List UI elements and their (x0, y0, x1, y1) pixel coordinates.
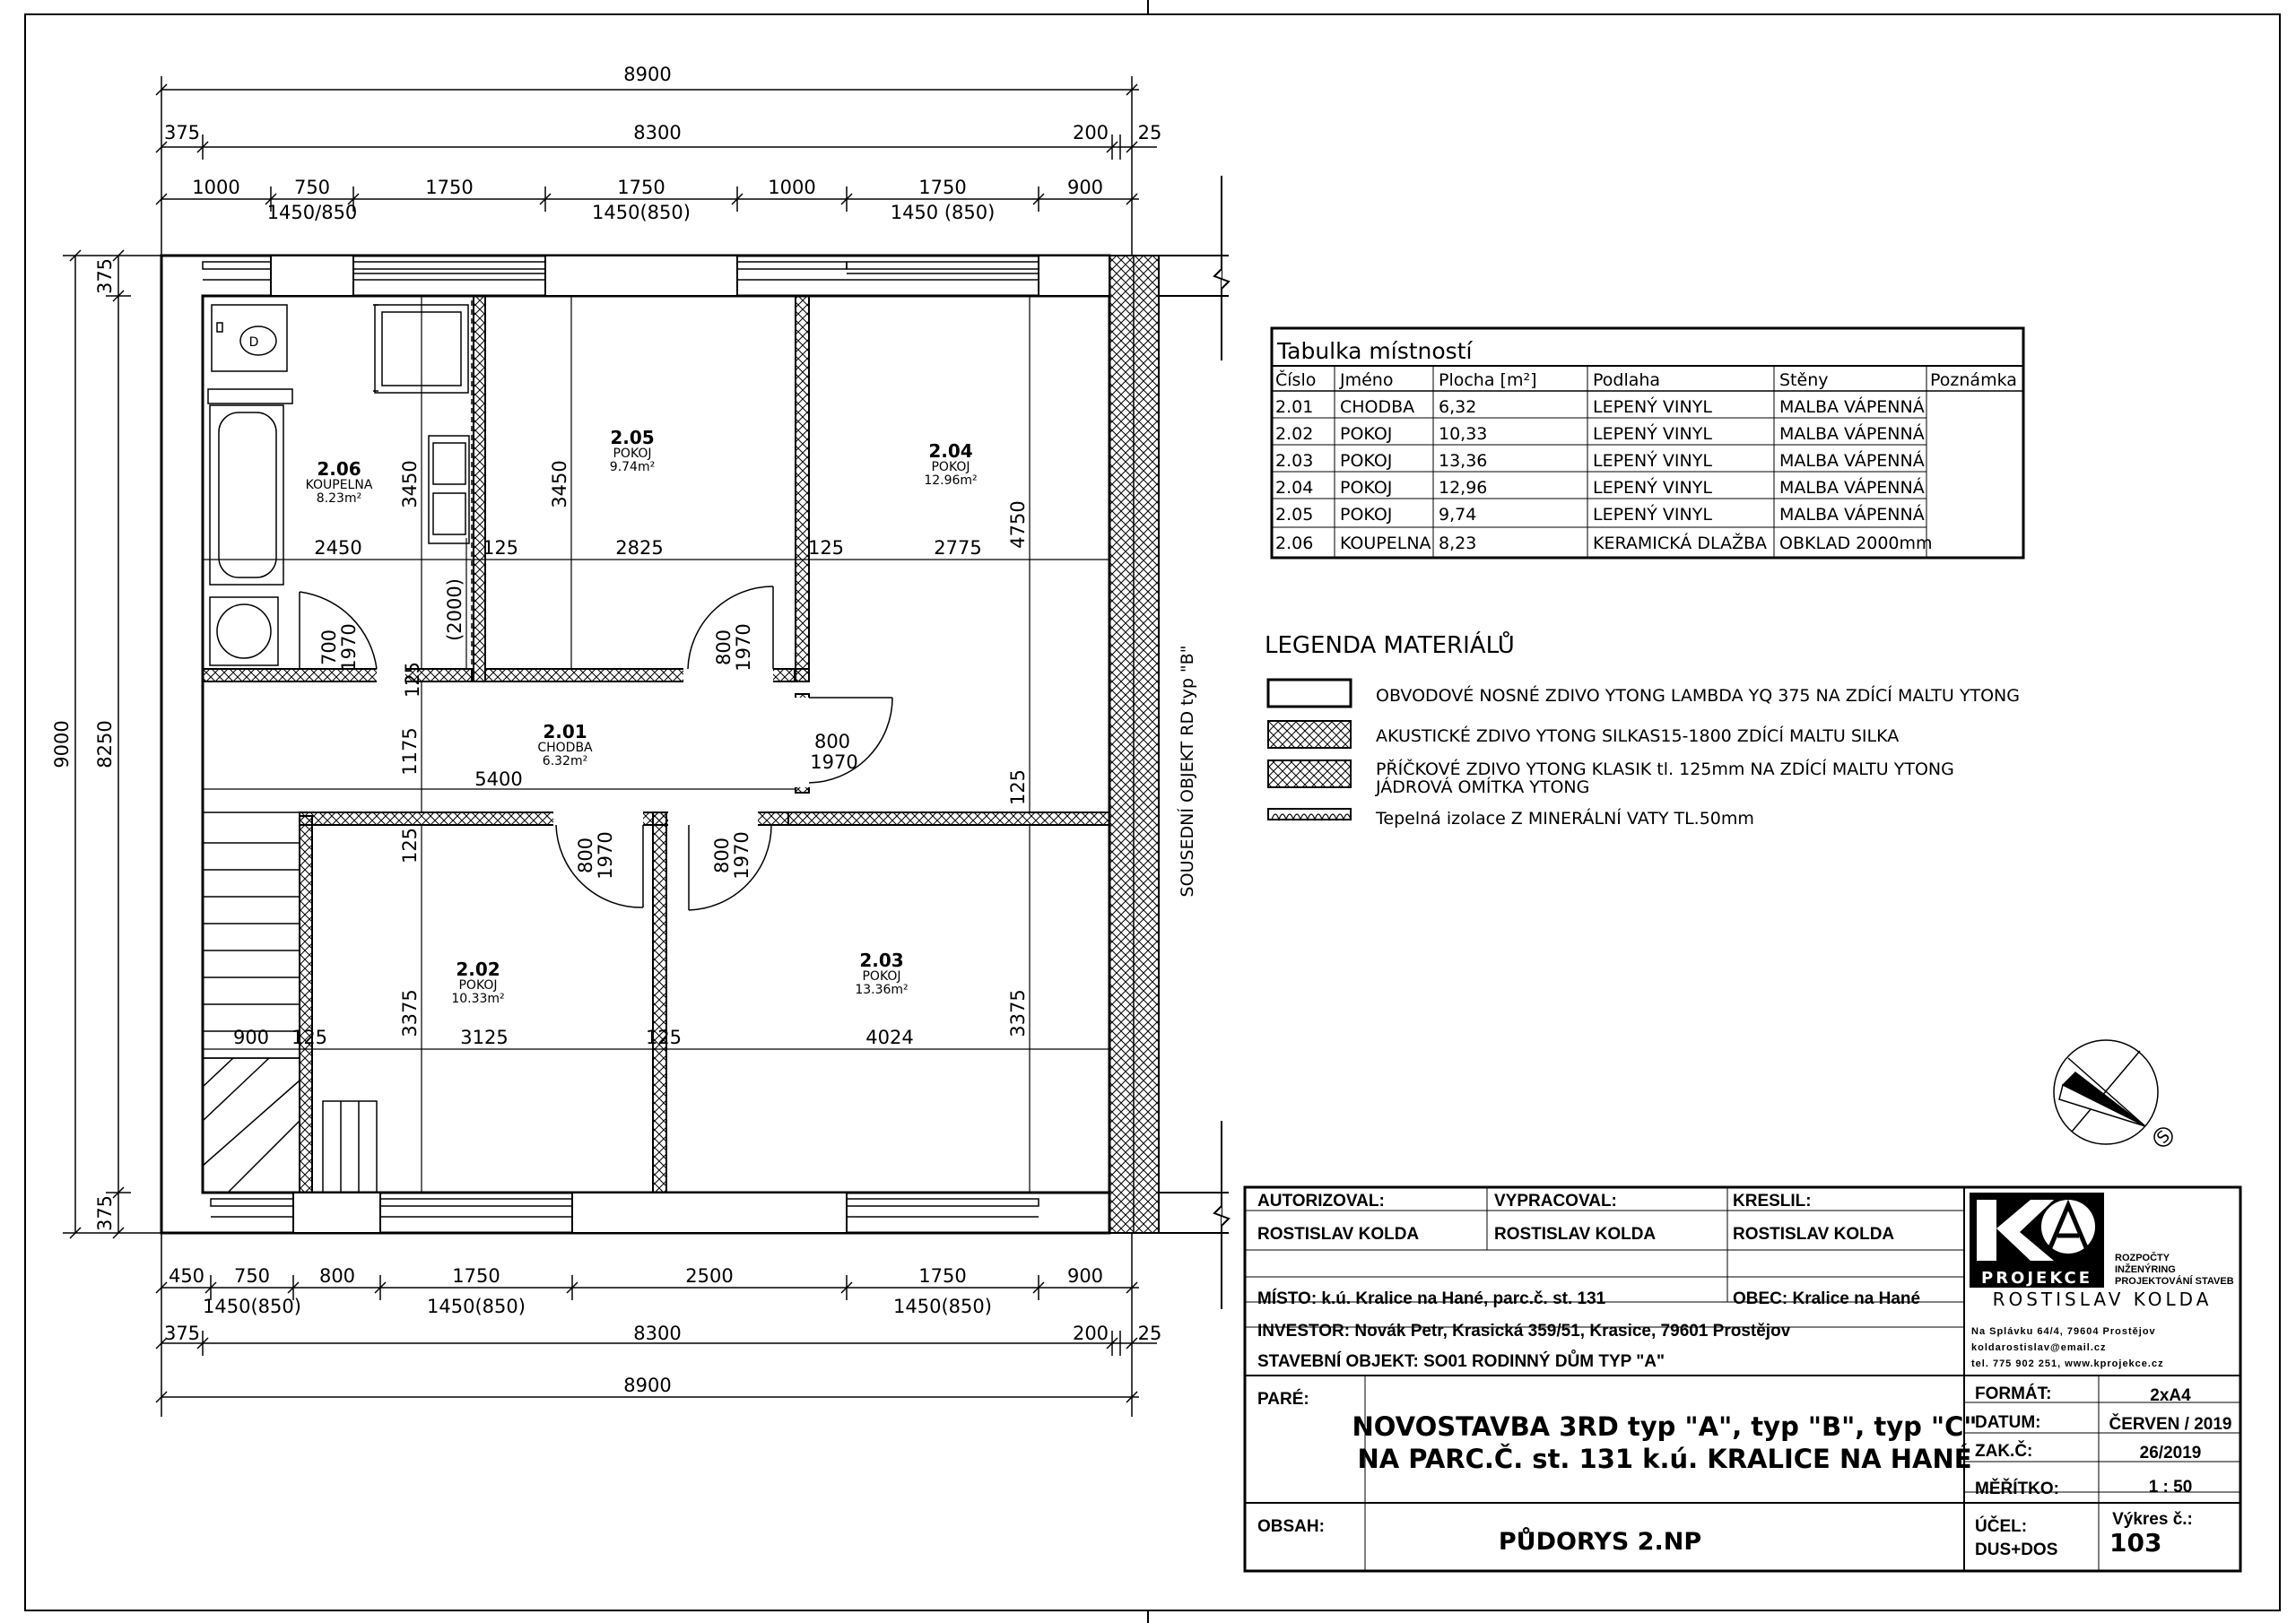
dim-window-bot-3: 1450(850) (893, 1296, 992, 1317)
meritko-label: MĚŘÍTKO: (1975, 1480, 2059, 1498)
neighbor-object-label: SOUSEDNÍ OBJEKT RD typ "B" (1178, 645, 1197, 898)
room-name: POKOJ (613, 447, 652, 461)
table-cell: LEPENÝ VINYL (1593, 397, 1712, 417)
dim-3125: 3125 (460, 1027, 509, 1048)
dim-top-8300: 8300 (633, 122, 682, 143)
dim-top-750: 750 (293, 177, 331, 198)
vypracoval-value: ROSTISLAV KOLDA (1494, 1225, 1657, 1244)
dim-bot-450: 450 (168, 1265, 205, 1287)
room-number: 2.05 (610, 427, 655, 448)
room-name: POKOJ (931, 460, 970, 474)
dim-2775: 2775 (934, 537, 982, 559)
dim-800b: 800 (813, 731, 851, 752)
logo-service: PROJEKTOVÁNÍ STAVEB (2115, 1276, 2234, 1287)
legend-item: AKUSTICKÉ ZDIVO YTONG SILKAS15-1800 ZDÍCÍ MALTU SILKA (1376, 726, 1900, 746)
company-email: koldarostislav@email.cz (1971, 1342, 2107, 1353)
dim-top-25: 25 (1137, 122, 1162, 143)
dim-2000: (2000) (444, 578, 465, 641)
north-label: S (2152, 1126, 2174, 1148)
dim-4750: 4750 (1007, 500, 1029, 549)
table-cell: 2.04 (1275, 478, 1314, 498)
table-cell: LEPENÝ VINYL (1593, 424, 1712, 444)
room-name: CHODBA (537, 741, 593, 755)
dim-left-8250: 8250 (94, 720, 116, 768)
ucel-value: DUS+DOS (1975, 1541, 2058, 1559)
room-number: 2.03 (859, 950, 904, 971)
dim-1970b: 1970 (733, 623, 754, 672)
room-number: 2.06 (317, 458, 361, 480)
ucel-label: ÚČEL: (1975, 1517, 2028, 1536)
table-cell: 9,74 (1439, 505, 1477, 525)
room-area: 6.32m² (542, 754, 588, 768)
dim-3375a: 3375 (399, 989, 421, 1037)
dim-5400: 5400 (474, 768, 523, 790)
project-line-2: NA PARC.Č. st. 131 k.ú. KRALICE NA HANÉ (1357, 1444, 1972, 1474)
dim-800a: 800 (713, 629, 735, 666)
dim-left-9000: 9000 (51, 720, 73, 768)
vykres-label: Výkres č.: (2112, 1510, 2193, 1529)
room-name: KOUPELNA (305, 478, 373, 492)
room-area: 12.96m² (924, 473, 978, 488)
table-row (1275, 396, 1925, 417)
col-header: Jméno (1340, 370, 1394, 390)
dim-bot-2500: 2500 (685, 1265, 734, 1287)
meritko-value: 1 : 50 (2148, 1478, 2193, 1497)
autorizoval-value: ROSTISLAV KOLDA (1257, 1225, 1420, 1244)
logo-service: ROZPOČTY (2115, 1253, 2170, 1263)
legend-item: Tepelná izolace Z MINERÁLNÍ VATY TL.50mm (1376, 809, 1754, 829)
table-cell: MALBA VÁPENNÁ (1779, 424, 1925, 444)
vykres-value: 103 (2109, 1528, 2162, 1558)
table-cell: MALBA VÁPENNÁ (1779, 451, 1925, 471)
table-row (1275, 477, 1925, 498)
dim-top-1750a: 1750 (425, 177, 474, 198)
legend-swatch-exterior (1268, 680, 1351, 707)
dim-overall-bottom: 8900 (623, 1375, 672, 1396)
dim-bot-750: 750 (233, 1265, 271, 1287)
zak-value: 26/2019 (2139, 1444, 2202, 1462)
format-value: 2xA4 (2150, 1386, 2191, 1405)
dim-bot-25: 25 (1137, 1323, 1162, 1344)
format-label: FORMÁT: (1975, 1384, 2052, 1403)
dim-125g: 125 (645, 1027, 683, 1048)
dim-125c: 125 (402, 661, 423, 699)
legend-item: PŘÍČKOVÉ ZDIVO YTONG KLASIK tl. 125mm NA ZDÍCÍ MALTU YTONG (1376, 759, 1954, 779)
dim-4024: 4024 (865, 1027, 914, 1048)
table-cell: LEPENÝ VINYL (1593, 451, 1712, 471)
table-cell: POKOJ (1340, 424, 1393, 444)
dim-bot-200: 200 (1072, 1323, 1109, 1344)
stavebni-objekt: STAVEBNÍ OBJEKT: SO01 RODINNÝ DŮM TYP "A" (1257, 1352, 1665, 1371)
misto: MÍSTO: k.ú. Kralice na Hané, parc.č. st. 131 (1257, 1289, 1606, 1308)
dim-bot-1750b: 1750 (918, 1265, 967, 1287)
project-line-1: NOVOSTAVBA 3RD typ "A", typ "B", typ "C" (1352, 1411, 1978, 1442)
obec: OBEC: Kralice na Hané (1733, 1289, 1921, 1308)
table-cell: 8,23 (1439, 534, 1477, 553)
dim-125d: 125 (1007, 768, 1029, 806)
investor: INVESTOR: Novák Petr, Krasická 359/51, Krasice, 79601 Prostějov (1257, 1322, 1791, 1341)
table-row (1275, 504, 1925, 525)
dim-700: 700 (318, 629, 340, 666)
table-row (1275, 450, 1925, 471)
dim-top-1000a: 1000 (192, 177, 240, 198)
dim-window-top-1: 1450/850 (266, 202, 358, 223)
dim-window-top-3: 1450 (850) (890, 202, 996, 223)
room-number: 2.01 (543, 721, 587, 742)
col-header: Plocha [m²] (1439, 370, 1537, 390)
table-cell: MALBA VÁPENNÁ (1779, 397, 1925, 417)
table-cell: 2.01 (1275, 397, 1314, 417)
dim-left-375b: 375 (94, 1194, 116, 1232)
col-header: Podlaha (1593, 370, 1661, 390)
svg-text:D: D (248, 335, 259, 350)
dim-top-1750c: 1750 (918, 177, 967, 198)
dim-bot-1750a: 1750 (452, 1265, 500, 1287)
col-header: Poznámka (1930, 370, 2017, 390)
dim-top-1750b: 1750 (617, 177, 665, 198)
kreslil-label: KRESLIL: (1733, 1192, 1812, 1211)
dim-2450: 2450 (314, 537, 362, 559)
company-contact: tel. 775 902 251, www.kprojekce.cz (1971, 1358, 2164, 1369)
dim-1175: 1175 (399, 727, 421, 776)
obsah-label: OBSAH: (1257, 1517, 1325, 1536)
col-header: Číslo (1275, 370, 1317, 390)
dim-bot-900: 900 (1066, 1265, 1104, 1287)
table-cell: POKOJ (1340, 505, 1393, 525)
room-area: 10.33m² (451, 992, 505, 1006)
room-name: POKOJ (862, 969, 901, 984)
dim-bot-8300: 8300 (633, 1323, 682, 1344)
table-cell: 6,32 (1439, 397, 1477, 417)
room-name: POKOJ (458, 978, 498, 993)
dim-125a: 125 (482, 537, 519, 559)
table-cell: MALBA VÁPENNÁ (1779, 478, 1925, 498)
dim-800d: 800 (711, 837, 733, 874)
table-cell: 2.05 (1275, 505, 1314, 525)
room-area: 8.23m² (316, 491, 362, 506)
dim-3375b: 3375 (1007, 989, 1029, 1037)
vypracoval-label: VYPRACOVAL: (1494, 1192, 1617, 1211)
table-cell: 2.02 (1275, 424, 1314, 444)
table-cell: 2.06 (1275, 534, 1314, 553)
dim-window-bot-2: 1450(850) (427, 1296, 526, 1317)
dim-top-1000b: 1000 (768, 177, 816, 198)
dim-800c: 800 (575, 837, 596, 874)
pare-label: PARÉ: (1257, 1390, 1309, 1409)
room-table-title: Tabulka místností (1277, 338, 1473, 364)
dim-125b: 125 (807, 537, 845, 559)
table-cell: CHODBA (1340, 397, 1415, 417)
table-cell: POKOJ (1340, 451, 1393, 471)
table-cell: KERAMICKÁ DLAŽBA (1593, 534, 1768, 553)
dim-top-200: 200 (1072, 122, 1109, 143)
dim-125f: 125 (291, 1027, 328, 1048)
dim-125e: 125 (399, 827, 421, 864)
zak-label: ZAK.Č: (1975, 1442, 2033, 1461)
table-cell: 12,96 (1439, 478, 1488, 498)
dim-left-375a: 375 (94, 257, 116, 295)
dim-1970a: 1970 (338, 623, 360, 672)
dim-3450b: 3450 (549, 460, 570, 508)
room-number: 2.02 (456, 959, 500, 980)
table-cell: LEPENÝ VINYL (1593, 478, 1712, 498)
dim-3450a: 3450 (399, 460, 421, 508)
dim-top-375: 375 (163, 122, 201, 143)
dim-bot-800: 800 (318, 1265, 356, 1287)
dim-1970d: 1970 (595, 831, 616, 880)
dim-900: 900 (232, 1027, 270, 1048)
kreslil-value: ROSTISLAV KOLDA (1733, 1225, 1895, 1244)
room-area: 13.36m² (855, 983, 909, 997)
table-cell: 10,33 (1439, 424, 1488, 444)
datum-label: DATUM: (1975, 1413, 2041, 1432)
table-cell: POKOJ (1340, 478, 1393, 498)
dim-overall-top: 8900 (623, 64, 672, 85)
company-address: Na Splávku 64/4, 79604 Prostějov (1971, 1326, 2156, 1337)
table-cell: KOUPELNA (1340, 534, 1431, 553)
table-row (1275, 423, 1925, 444)
legend-swatch-partition (1268, 760, 1351, 787)
logo-word: PROJEKCE (1981, 1269, 2092, 1288)
dim-top-900: 900 (1066, 177, 1104, 198)
dim-2825: 2825 (615, 537, 664, 559)
col-header: Stěny (1779, 370, 1829, 390)
legend-swatch-insulation (1268, 809, 1351, 820)
table-cell: MALBA VÁPENNÁ (1779, 505, 1925, 525)
table-cell: 13,36 (1439, 451, 1488, 471)
dim-window-bot-1: 1450(850) (203, 1296, 301, 1317)
dim-window-top-2: 1450(850) (592, 202, 691, 223)
logo-service: INŽENÝRING (2115, 1264, 2176, 1275)
legend-swatch-acoustic (1268, 721, 1351, 748)
legend-item: JÁDROVÁ OMÍTKA YTONG (1376, 777, 1590, 797)
logo-name: ROSTISLAV KOLDA (1992, 1289, 2213, 1310)
dim-bot-375: 375 (163, 1323, 201, 1344)
autorizoval-label: AUTORIZOVAL: (1257, 1192, 1385, 1211)
table-row (1275, 533, 1933, 553)
legend-title: LEGENDA MATERIÁLŮ (1265, 632, 1515, 659)
obsah-value: PŮDORYS 2.NP (1498, 1528, 1702, 1556)
table-cell: OBKLAD 2000mm (1779, 534, 1933, 553)
dim-1970c: 1970 (810, 751, 858, 773)
datum-value: ČERVEN / 2019 (2109, 1415, 2232, 1434)
legend-item: OBVODOVÉ NOSNÉ ZDIVO YTONG LAMBDA YQ 375 NA ZDÍCÍ MALTU YTONG (1376, 686, 2020, 706)
room-area: 9.74m² (609, 460, 656, 474)
table-cell: LEPENÝ VINYL (1593, 505, 1712, 525)
room-number: 2.04 (928, 440, 973, 462)
table-cell: 2.03 (1275, 451, 1314, 471)
dim-1970e: 1970 (731, 831, 752, 880)
